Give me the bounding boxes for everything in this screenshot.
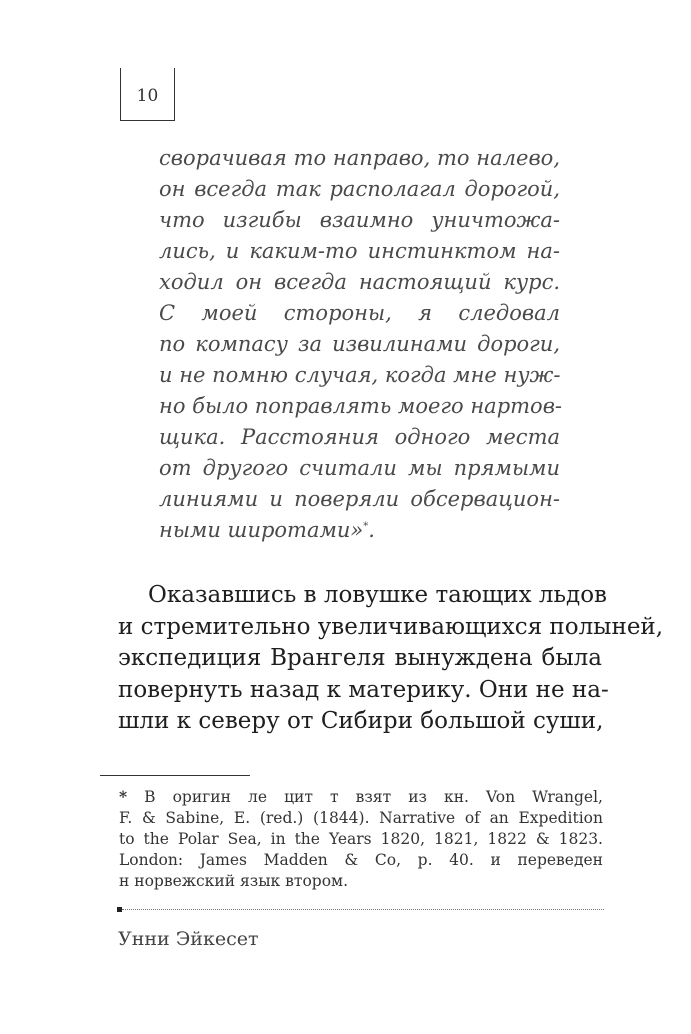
body-line: шли к северу от Сибири большой суши, xyxy=(118,708,604,734)
body-paragraph xyxy=(118,580,664,738)
quote-line: он всегда так располагал дорогой, xyxy=(159,177,560,201)
quote-line: и не помню случая, когда мне нуж- xyxy=(159,363,561,387)
quote-line: С моей стороны, я следовал xyxy=(159,301,560,325)
footnote xyxy=(119,786,603,892)
quote-line: сворачивая то направо, то налево, xyxy=(159,146,560,170)
quote-last-line xyxy=(159,515,560,546)
footnote-separator xyxy=(100,775,250,776)
quote-line: лись, и каким-то инстинктом на- xyxy=(159,239,560,263)
quote-line: что изгибы взаимно уничтожа- xyxy=(159,208,560,232)
running-footer-author: Унни Эйкесет xyxy=(118,928,259,950)
footnote-line xyxy=(119,786,603,808)
footnote-line: London: James Madden & Co, p. 40. и переведен xyxy=(119,851,603,869)
quote-line-text: ными широтами» xyxy=(159,518,364,542)
body-line: Оказавшись в ловушке тающих льдов xyxy=(148,582,608,608)
quotation-block xyxy=(159,143,563,546)
quote-line: по компасу за извилинами дороги, xyxy=(159,332,560,356)
quote-line: от другого считали мы прямыми xyxy=(159,456,560,480)
footnote-line: н норвежский язык втором. xyxy=(119,872,349,890)
quote-line: щика. Расстояния одного места xyxy=(159,425,560,449)
body-line: экспедиция Врангеля вынуждена была xyxy=(118,645,602,671)
footer-dotted-rule xyxy=(122,909,604,910)
quote-line: ходил он всегда настоящий курс. xyxy=(159,270,560,294)
page-number: 10 xyxy=(136,86,159,106)
body-line: повернуть назад к материку. Они не на- xyxy=(118,676,609,703)
quote-line: но было поправлять моего нартов- xyxy=(159,394,563,418)
footnote-line: F. & Sabine, E. (red.) (1844). Narrative of an Expedition xyxy=(119,809,603,827)
page-number-box xyxy=(120,68,175,121)
quote-end-punctuation: . xyxy=(368,518,375,542)
footnote-reference-mark[interactable]: * xyxy=(363,521,369,532)
footnote-star: * xyxy=(119,787,128,806)
footnote-line-text: В оригин ле цит т взят из кн. Von Wrangel, xyxy=(144,788,603,806)
body-line: и стремительно увеличивающихся полыней, xyxy=(118,613,664,640)
footnote-line: to the Polar Sea, in the Years 1820, 1821, 1822 & 1823. xyxy=(119,830,603,848)
quote-line: линиями и поверяли обсервацион- xyxy=(159,487,560,511)
